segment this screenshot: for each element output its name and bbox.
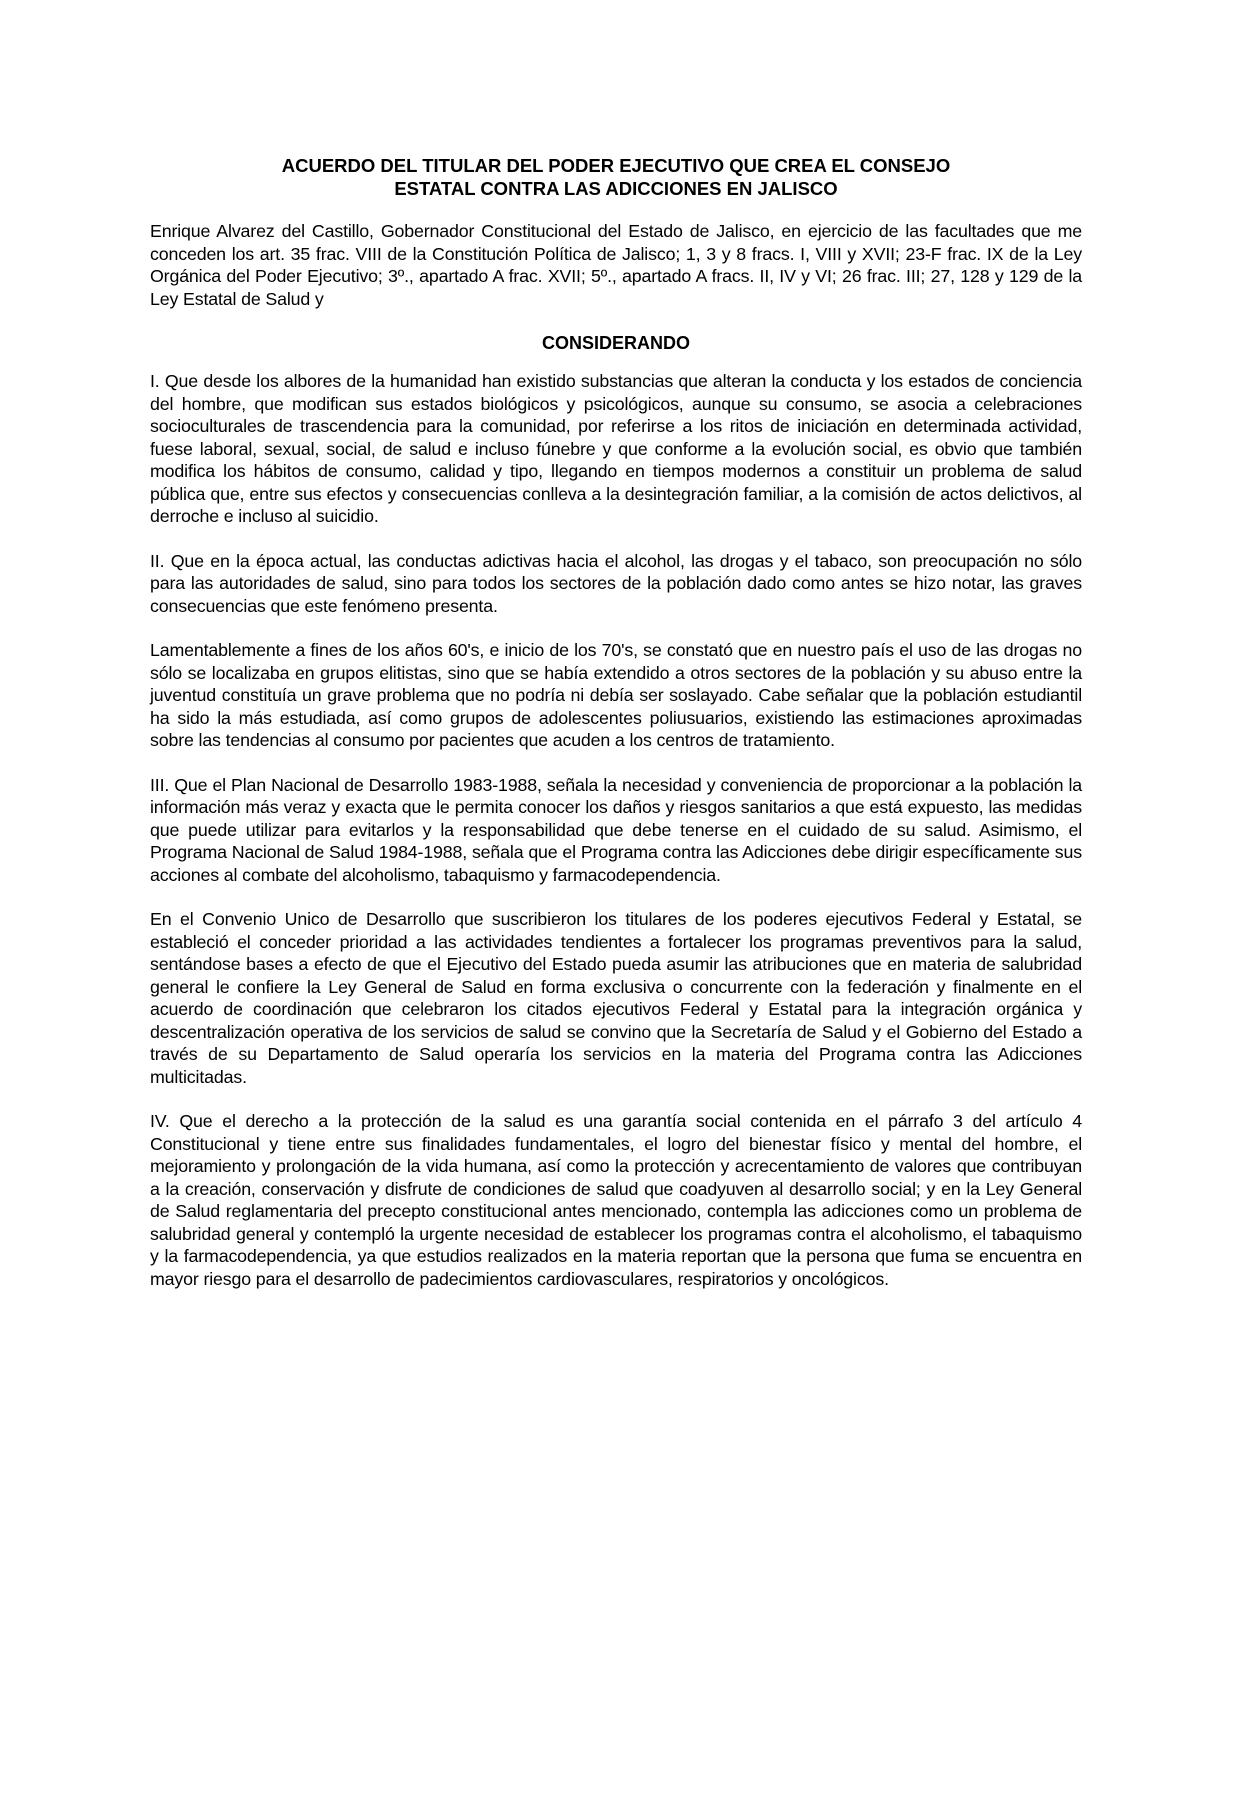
paragraph-3: Lamentablemente a fines de los años 60's, e inicio de los 70's, se constató que en nuestro país el uso de las drogas no sólo se localizaba en grupos elitistas, sino que se había extendido a otros sectores de la población y su abuso entre la juventud constituía un grave problema que no podría ni debía ser soslayado. Cabe señalar que la población estudiantil ha sido la más estudiada, así como grupos de adolescentes poliusuarios, existiendo las estimaciones aproximadas sobre las tendencias al consumo por pacientes que acuden a los centros de tratamiento. — [150, 640, 1082, 750]
paragraph-2: II. Que en la época actual, las conductas adictivas hacia el alcohol, las drogas y el tabaco, son preocupación no sólo para las autoridades de salud, sino para todos los sectores de la población dado como antes se hizo notar, las graves consecuencias que este fenómeno presenta. — [150, 550, 1082, 616]
paragraph-6: IV. Que el derecho a la protección de la salud es una garantía social contenida en el párrafo 3 del artículo 4 Constitucional y tiene entre sus finalidades fundamentales, el logro del bienestar físico y mental del hombre, el mejoramiento y prolongación de la vida humana, así como la protección y acrecentamiento de valores que contribuyan a la creación, conservación y disfrute de condiciones de salud que coadyuven al desarrollo social; y en la Ley General de Salud reglamentaria del precepto constitucional antes mencionado, contempla las adicciones como un problema de salubridad general y contempló la urgente necesidad de establecer los programas contra el alcoholismo, el tabaquismo y la farmacodependencia, ya que estudios realizados en la materia reportan que la persona que fuma se encuentra en mayor riesgo para el desarrollo de padecimientos cardiovasculares, respiratorios y oncológicos. — [150, 1111, 1082, 1289]
title-line-1: ACUERDO DEL TITULAR DEL PODER EJECUTIVO QUE CREA EL CONSEJO — [281, 155, 951, 176]
intro-paragraph: Enrique Alvarez del Castillo, Gobernador Constitucional del Estado de Jalisco, en ejercicio de las facultades que me conceden los art. 35 frac. VIII de la Constitución Política de Jalisco; 1, 3 y 8 fracs. I, VIII y XVII; 23-F frac. IX de la Ley Orgánica del Poder Ejecutivo; 3º., apartado A frac. XVII; 5º., apartado A fracs. II, IV y VI; 26 frac. III; 27, 128 y 129 de la Ley Estatal de Salud y — [150, 221, 1082, 309]
title-line-2: ESTATAL CONTRA LAS ADICCIONES EN JALISCO — [394, 178, 838, 199]
paragraph-1: I. Que desde los albores de la humanidad han existido substancias que alteran la conducta y los estados de conciencia del hombre, que modifican sus estados biológicos y psicológicos, aunque su consumo, se asocia a celebraciones socioculturales de trascendencia para la comunidad, por referirse a los ritos de iniciación en determinada actividad, fuese laboral, sexual, social, de salud e incluso fúnebre y que conforme a la evolución social, es obvio que también modifica los hábitos de consumo, calidad y tipo, llegando en tiempos modernos a constituir un problema de salud pública que, entre sus efectos y consecuencias conlleva a la desintegración familiar, a la comisión de actos delictivos, al derroche e incluso al suicidio. — [150, 371, 1082, 526]
document-body — [150, 154, 1082, 1312]
document-title — [150, 154, 1082, 200]
paragraph-4: III. Que el Plan Nacional de Desarrollo 1983-1988, señala la necesidad y conveniencia de proporcionar a la población la información más veraz y exacta que le permita conocer los daños y riesgos sanitarios a que está expuesto, las medidas que puede utilizar para evitarlos y la responsabilidad que debe tenerse en el cuidado de su salud. Asimismo, el Programa Nacional de Salud 1984-1988, señala que el Programa contra las Adicciones debe dirigir específicamente sus acciones al combate del alcoholismo, tabaquismo y farmacodependencia. — [150, 774, 1082, 885]
considerando-heading: CONSIDERANDO — [541, 333, 690, 353]
paragraph-5: En el Convenio Unico de Desarrollo que suscribieron los titulares de los poderes ejecutivos Federal y Estatal, se estableció el conceder prioridad a las actividades tendientes a fortalecer los programas preventivos para la salud, sentándose bases a efecto de que el Ejecutivo del Estado pueda asumir las atribuciones que en materia de salubridad general le confiere la Ley General de Salud en forma exclusiva o concurrente con la federación y finalmente en el acuerdo de coordinación que celebraron los citados ejecutivos Federal y Estatal para la integración orgánica y descentralización operativa de los servicios de salud se convino que la Secretaría de Salud y el Gobierno del Estado a través de su Departamento de Salud operaría los servicios en la materia del Programa contra las Adicciones multicitadas. — [150, 909, 1082, 1087]
